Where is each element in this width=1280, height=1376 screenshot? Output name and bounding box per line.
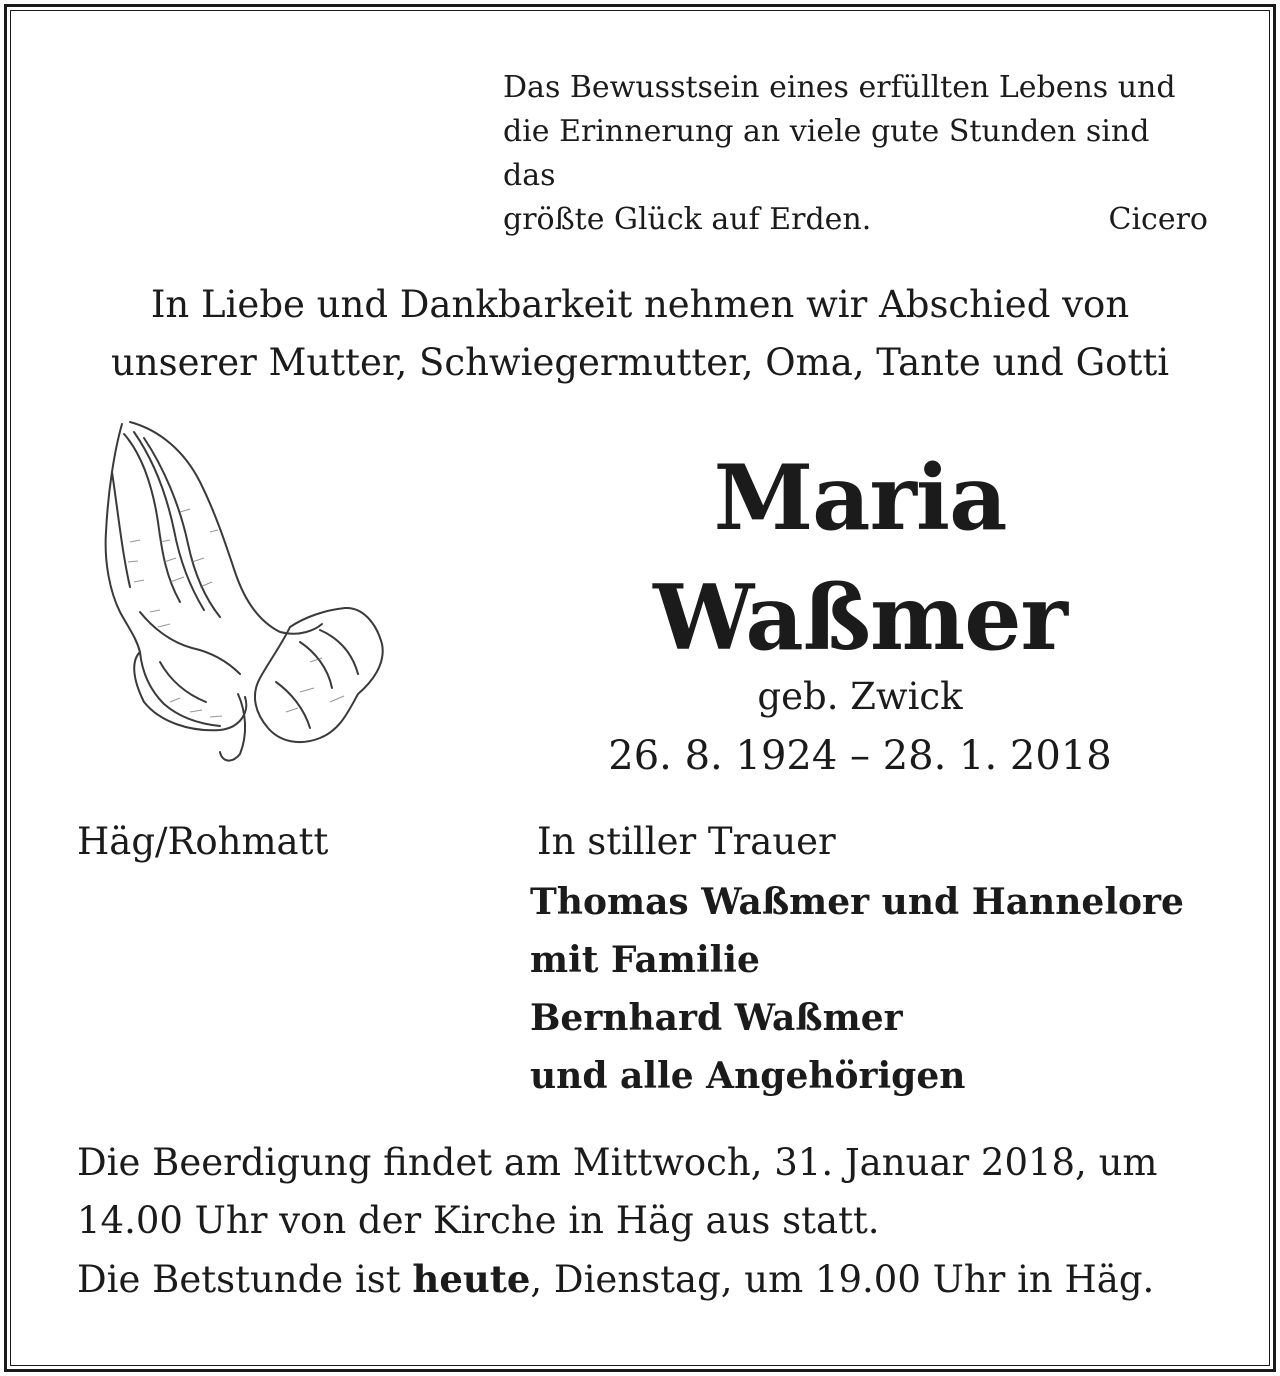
place: Häg/Rohmatt bbox=[77, 820, 329, 863]
deceased-name bbox=[520, 438, 1200, 678]
funeral-emphasis: heute bbox=[412, 1257, 531, 1301]
funeral-text: , Dienstag, um 19.00 Uhr in Häg. bbox=[530, 1258, 1155, 1301]
intro-line: unserer Mutter, Schwiegermutter, Oma, Tante und Gotti bbox=[110, 341, 1170, 384]
mourning-label: In stiller Trauer bbox=[537, 820, 836, 863]
funeral-info bbox=[77, 1134, 1217, 1309]
intro-text bbox=[0, 276, 1280, 392]
life-dates: 26. 8. 1924 – 28. 1. 2018 bbox=[608, 733, 1112, 779]
last-name: Waßmer bbox=[653, 565, 1067, 671]
quote-line: größte Glück auf Erden. bbox=[503, 202, 872, 237]
mourner-line: Bernhard Waßmer bbox=[530, 997, 903, 1039]
funeral-line bbox=[77, 1250, 1217, 1309]
mourner-line: mit Familie bbox=[530, 939, 760, 981]
quote-line: die Erinnerung an viele gute Stunden sind das bbox=[503, 114, 1150, 193]
quote-block bbox=[503, 66, 1208, 242]
funeral-line: Die Beerdigung findet am Mittwoch, 31. Januar 2018, um bbox=[77, 1141, 1158, 1184]
quote-author: Cicero bbox=[1108, 202, 1208, 237]
quote-line-last bbox=[503, 198, 1208, 242]
maiden-name: geb. Zwick bbox=[757, 675, 963, 718]
mourner-line: Thomas Waßmer und Hannelore bbox=[530, 881, 1184, 923]
praying-hands-icon bbox=[100, 412, 390, 772]
intro-line: In Liebe und Dankbarkeit nehmen wir Abschied von bbox=[150, 283, 1130, 326]
funeral-text: Die Betstunde ist bbox=[77, 1258, 413, 1301]
funeral-line: 14.00 Uhr von der Kirche in Häg aus statt. bbox=[77, 1199, 880, 1242]
mourners-list bbox=[530, 873, 1230, 1105]
quote-line: Das Bewusstsein eines erfüllten Lebens und bbox=[503, 70, 1176, 105]
mourner-line: und alle Angehörigen bbox=[530, 1055, 966, 1097]
first-name: Maria bbox=[713, 445, 1007, 551]
